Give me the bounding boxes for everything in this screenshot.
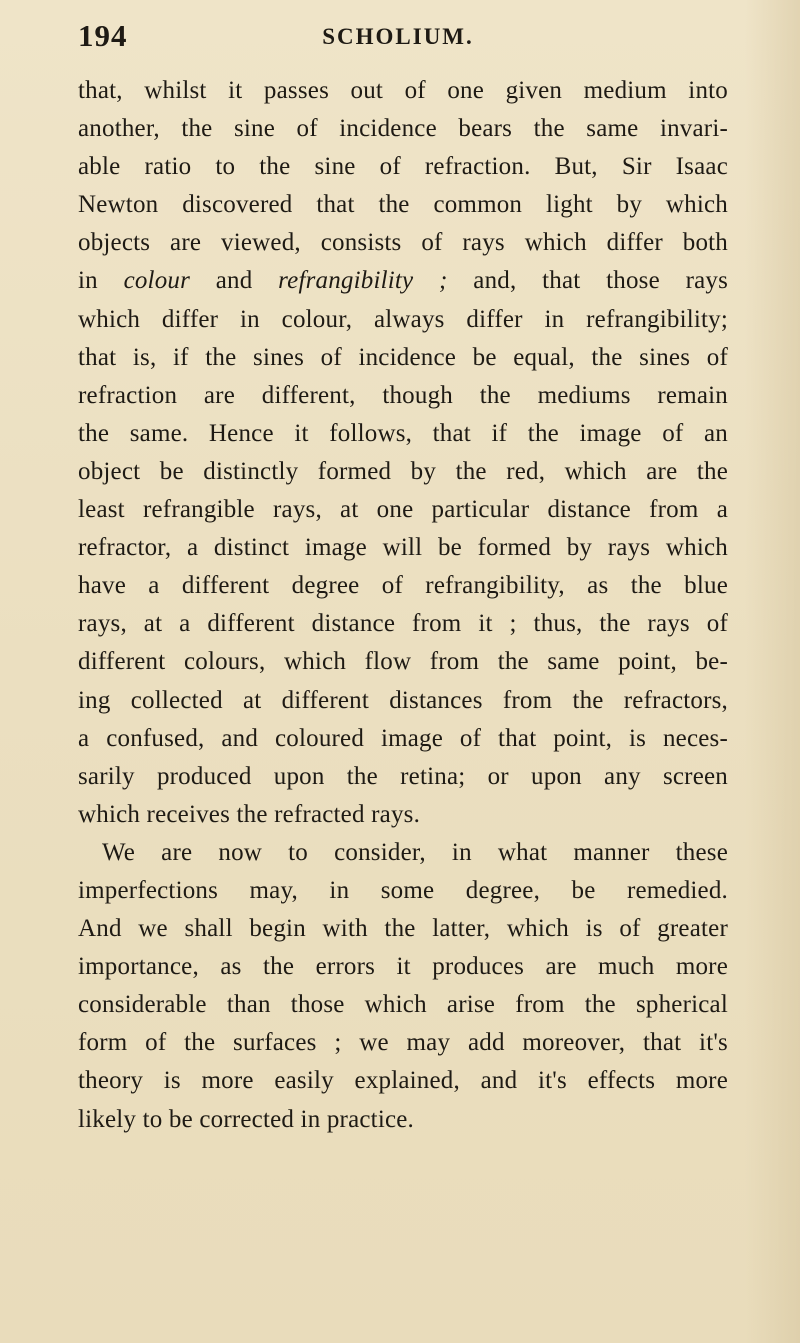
text-line: able ratio to the sine of refraction. But, Sir Isaac: [78, 153, 728, 181]
text-fragment: in: [78, 267, 98, 295]
text-line: considerable than those which arise from the spherical: [78, 991, 728, 1019]
page-edge-shadow: [745, 0, 800, 1343]
text-line: Newton discovered that the common light by which: [78, 191, 728, 219]
text-line: another, the sine of incidence bears the same invari-: [78, 115, 728, 143]
text-fragment: and: [215, 267, 253, 295]
italic-term-refrangibility: refrangibility ;: [278, 267, 448, 295]
text-line: ing collected at different distances from the refractors,: [78, 686, 728, 714]
text-line: theory is more easily explained, and it's effects more: [78, 1067, 728, 1095]
text-line: have a different degree of refrangibility, as the blue: [78, 572, 728, 600]
running-title: SCHOLIUM.: [322, 24, 474, 49]
text-line: sarily produced upon the retina; or upon any screen: [78, 762, 728, 790]
italic-term-colour: colour: [123, 267, 191, 295]
text-line: We are now to consider, in what manner these: [102, 838, 728, 866]
text-line: refraction are different, though the mediums remain: [78, 381, 728, 409]
text-line: that, whilst it passes out of one given medium into: [78, 77, 728, 104]
text-line: importance, as the errors it produces are much more: [78, 953, 728, 981]
text-line: object be distinctly formed by the red, which are the: [78, 457, 728, 485]
text-line: least refrangible rays, at one particular distance from a: [78, 496, 728, 524]
text-line: which differ in colour, always differ in refrangibility;: [78, 305, 728, 333]
body-text: [78, 72, 728, 1139]
running-head: [78, 16, 718, 56]
page-number: 194: [78, 18, 128, 53]
text-fragment: and, that those rays: [473, 267, 729, 295]
text-line: the same. Hence it follows, that if the image of an: [78, 419, 728, 447]
text-line: imperfections may, in some degree, be remedied.: [78, 876, 728, 904]
text-line: likely to be corrected in practice.: [78, 1105, 415, 1133]
text-line: objects are viewed, consists of rays which differ both: [78, 229, 728, 257]
text-line: which receives the refracted rays.: [78, 800, 421, 828]
text-line: And we shall begin with the latter, which is of greater: [78, 915, 728, 943]
text-line: a confused, and coloured image of that point, is neces-: [78, 724, 728, 752]
text-line: rays, at a different distance from it ; thus, the rays of: [78, 610, 728, 638]
text-line: different colours, which flow from the same point, be-: [78, 648, 728, 676]
text-line: refractor, a distinct image will be formed by rays which: [78, 534, 728, 562]
text-line: that is, if the sines of incidence be equal, the sines of: [78, 343, 728, 371]
paragraph-2: [78, 834, 728, 1139]
text-line: [78, 262, 728, 300]
text-line: form of the surfaces ; we may add moreover, that it's: [78, 1029, 728, 1057]
paragraph-1: [78, 72, 728, 834]
